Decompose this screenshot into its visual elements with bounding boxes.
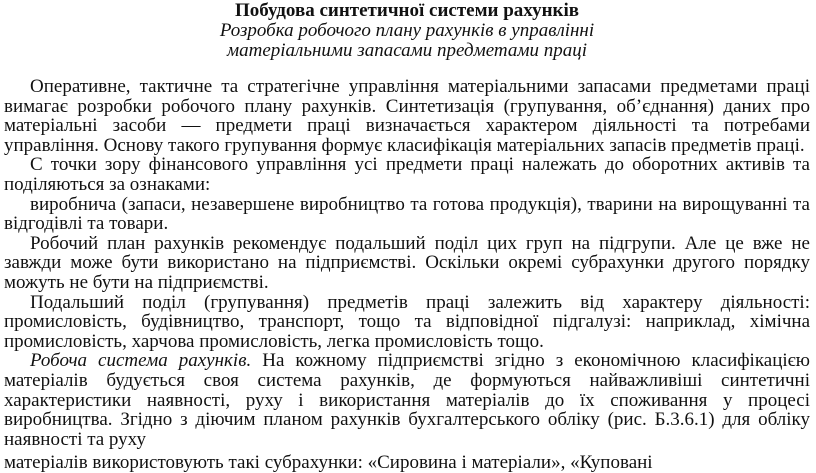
paragraph-subaccounts: матеріалів використовують такі субрахунки: «Сировина і матеріали», «Куповані	[4, 452, 653, 473]
paragraph-working-plan: Робочий план рахунків рекомендує подальший поділ цих груп на підгрупи. Але це вже не завжди може бути використано на підприємстві. Оскільки окремі субрахунки другого порядку можуть не бути на підприємстві.	[4, 232, 810, 293]
document-subtitle-line-1: Розробка робочого плану рахунків в управлінні	[219, 20, 595, 41]
paragraph-financial-view: С точки зору фінансового управління усі предмети праці належать до оборотних активів та поділяються за ознаками:	[4, 154, 810, 195]
paragraph-intro: Оперативне, тактичне та стратегічне управління матеріальними запасами предметами праці вимагає розробки робочого плану рахунків. Синтетизація (групування, об’єднання) даних про матеріальні засоби — предмети праці визначається характером діяльності та потребами управління. Основу такого групування формує класифікація матеріальних запасів предметів праці.	[4, 76, 810, 156]
paragraph-account-system-text: На кожному підприємстві згідно з економічною класифікацією матеріалів будується своя система рахунків, де формуються найважливіші синтетичні характеристики наявності, руху і використання матеріалів до їх споживання у процесі виробництва. Згідно з діючим планом рахунків бухгалтерського обліку (рис. Б.3.6.1) для обліку наявності та руху	[4, 350, 810, 450]
spacer	[4, 61, 810, 77]
document-title: Побудова синтетичної системи рахунків	[234, 0, 580, 21]
paragraph-production-groups: виробнича (запаси, незавершене виробництво та готова продукція), тварини на вирощуванні та відгодівлі та товари.	[4, 193, 810, 235]
paragraph-account-system	[4, 351, 810, 449]
paragraph-account-system-heading: Робоча система рахунків.	[30, 350, 252, 372]
paragraph-further-division: Подальший поділ (групування) предметів праці залежить від характеру діяльності: промисловість, будівництво, транспорт, тощо та відповідної підгалузі: наприклад, хімічна промисловість, харчова промисловість, легка промисловість тощо.	[4, 291, 810, 352]
document-subtitle-line-2: матеріальними запасами предметами праці	[226, 40, 587, 61]
